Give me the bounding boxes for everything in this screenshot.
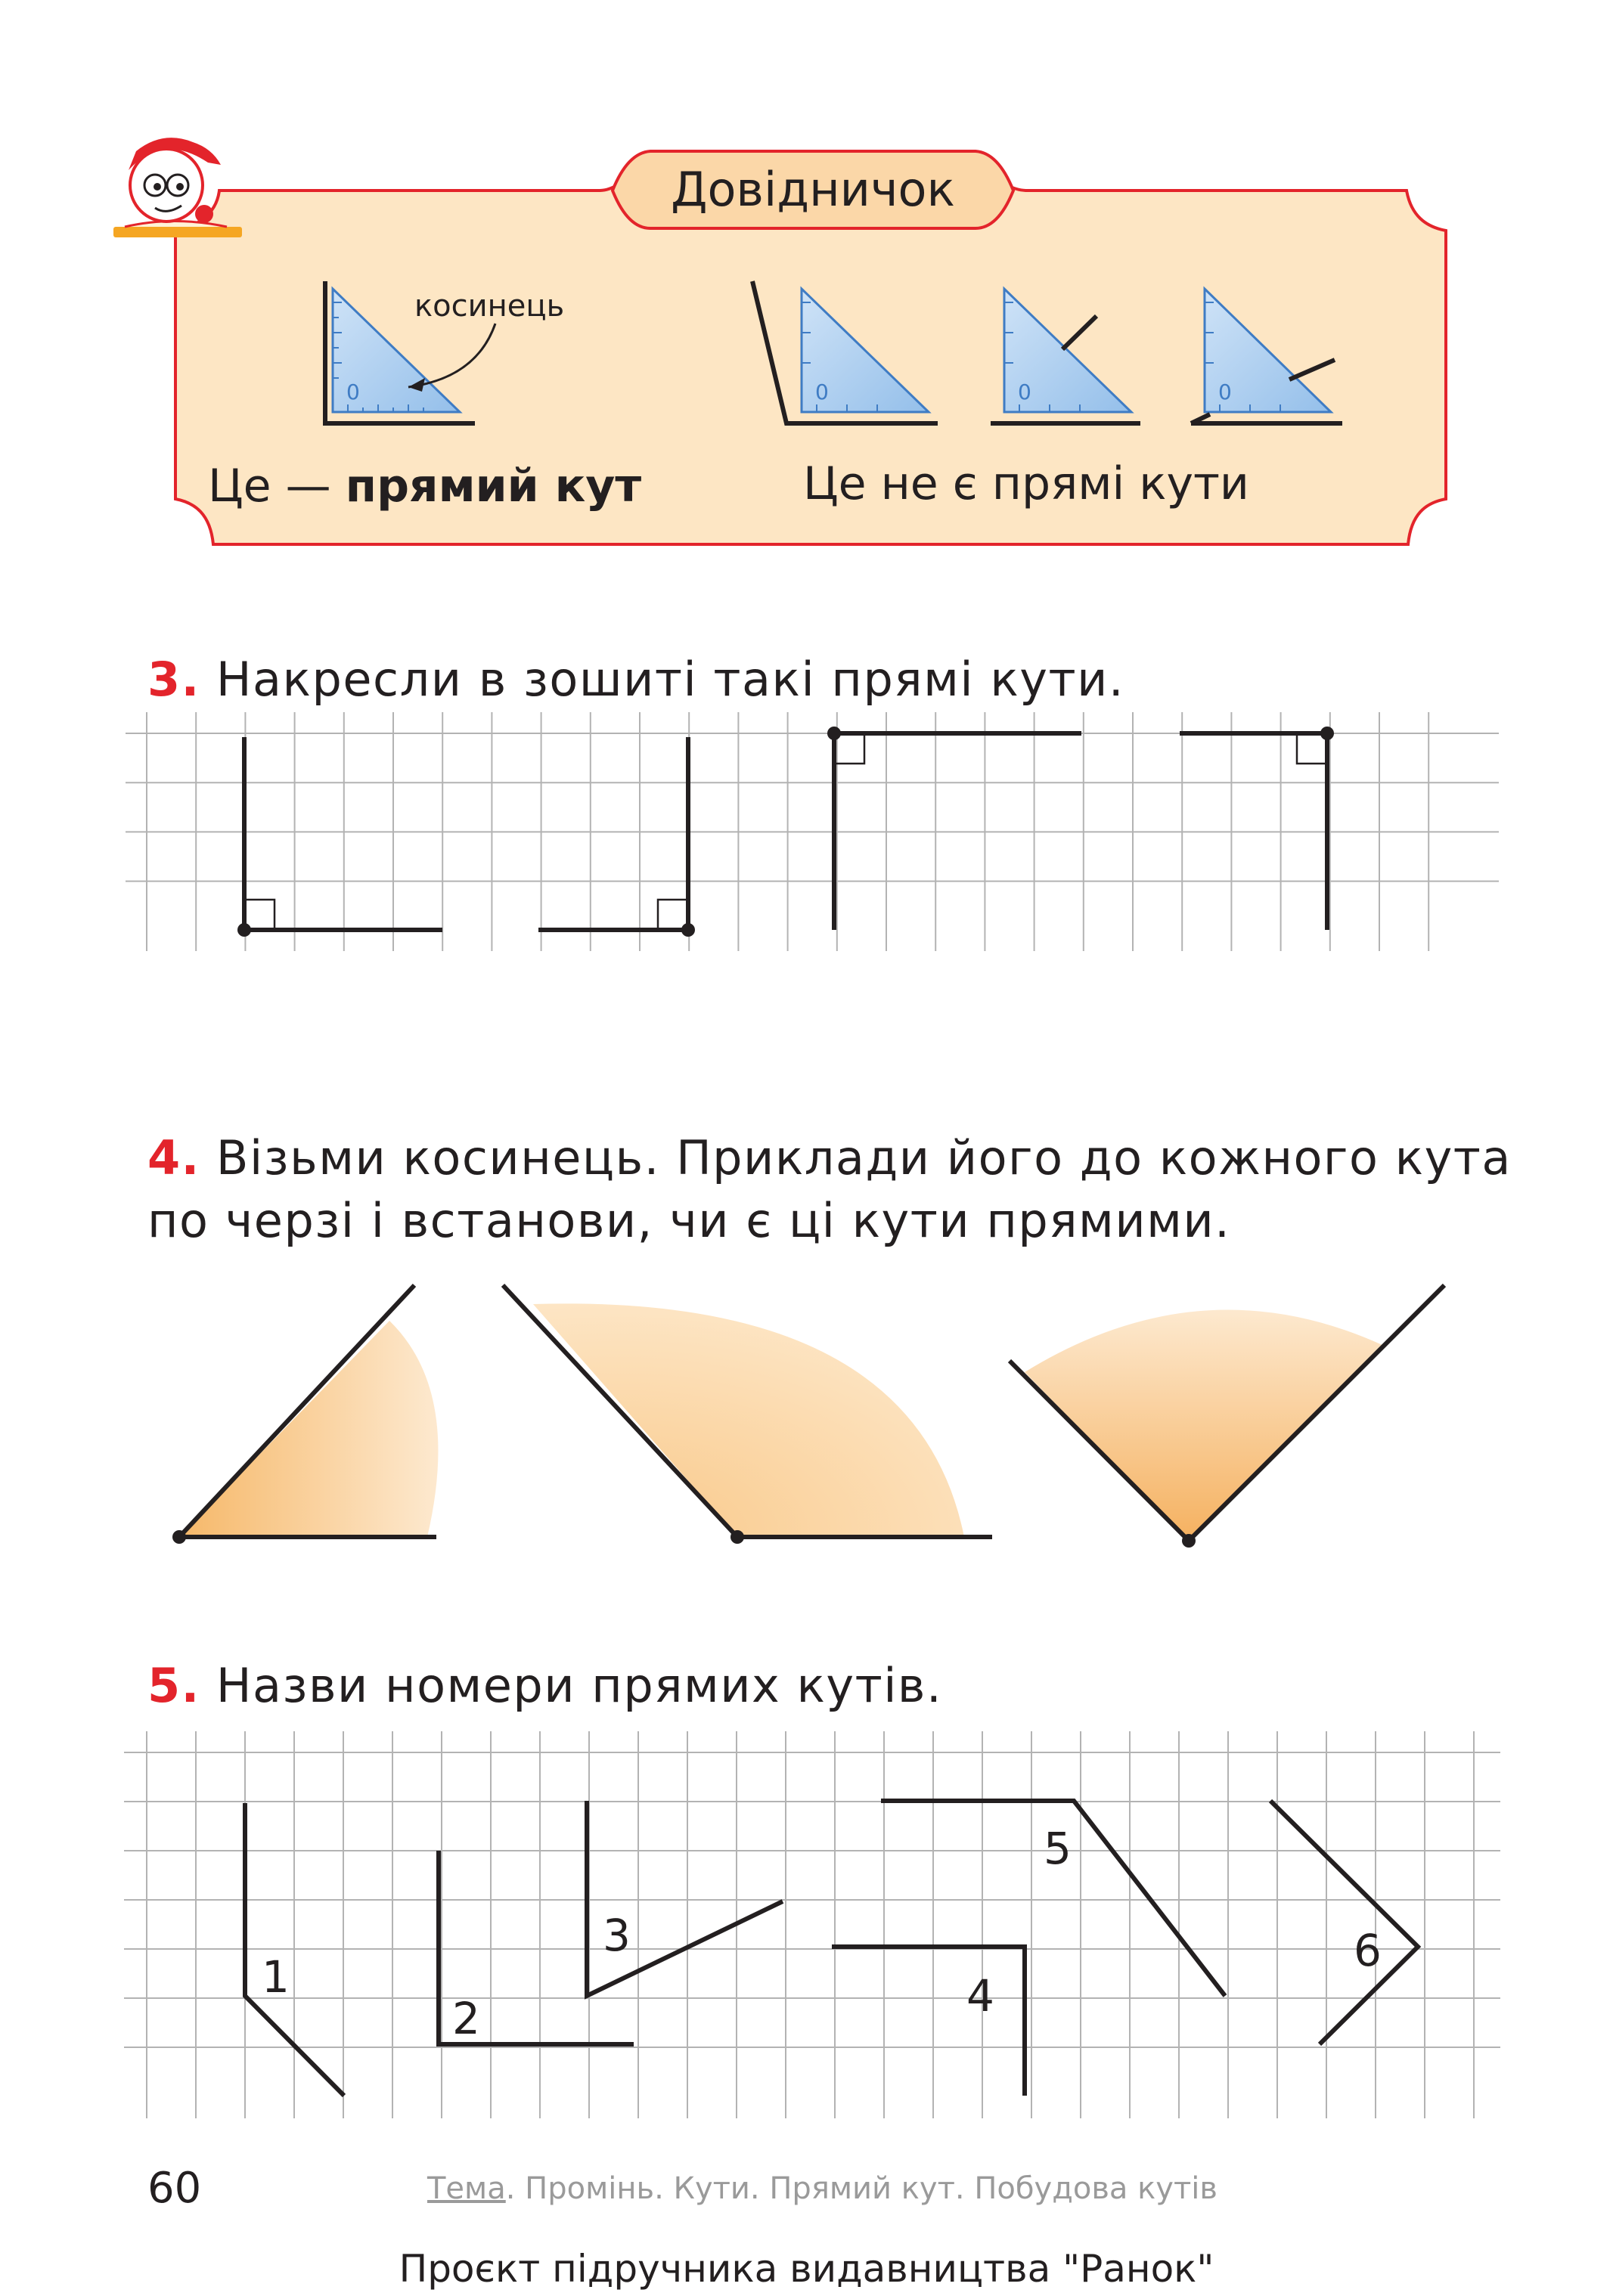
caption-prefix: Це —	[208, 460, 346, 513]
footer-topic-label: Тема	[427, 2171, 506, 2206]
caption-right-angle	[208, 460, 641, 513]
angle-label-5: 5	[1044, 1823, 1072, 1874]
set-square-label: косинець	[414, 289, 565, 324]
angle-label-2: 2	[452, 1993, 480, 2044]
angle-obtuse	[503, 1285, 992, 1544]
task-text-line-1: Візьми косинець. Приклади його до кожного кута	[216, 1130, 1512, 1185]
task-number: 4.	[147, 1130, 200, 1185]
angle-label-3: 3	[603, 1910, 631, 1961]
task-text: Накресли в зошиті такі прямі кути.	[216, 652, 1125, 707]
task-number: 5.	[147, 1658, 200, 1713]
angle-figure-4	[832, 1947, 1025, 2096]
svg-text:0: 0	[1018, 380, 1031, 404]
task-number: 3.	[147, 652, 200, 707]
task-4-line-1	[147, 1130, 1512, 1185]
publisher-note: Проєкт підручника видавництва "Ранок"	[399, 2247, 1214, 2291]
task-3-grid	[0, 711, 1613, 983]
angle-acute	[172, 1285, 438, 1544]
caption-bold: прямий кут	[345, 460, 642, 513]
reference-title: Довідничок	[671, 162, 955, 217]
page-number: 60	[147, 2164, 202, 2213]
svg-text:0: 0	[815, 380, 829, 404]
svg-text:0: 0	[346, 380, 360, 404]
task-4-angles	[0, 1270, 1613, 1572]
svg-text:0: 0	[1218, 380, 1232, 404]
angle-label-4: 4	[966, 1970, 994, 2022]
caption-not-right-angles: Це не є прямі кути	[803, 457, 1249, 510]
angle-label-6: 6	[1354, 1925, 1382, 1976]
footer-topic-text: . Промінь. Кути. Прямий кут. Побудова кутів	[505, 2171, 1218, 2206]
right-angle-figure-2	[538, 737, 688, 930]
angle-figure-6	[1270, 1801, 1418, 2044]
task-5-grid	[0, 1731, 1613, 2132]
angle-right	[1010, 1285, 1444, 1548]
angle-label-1: 1	[262, 1951, 290, 2003]
footer-topic	[427, 2171, 1218, 2206]
task-5	[147, 1658, 942, 1713]
task-3	[147, 652, 1124, 707]
task-text: Назви номери прямих кутів.	[216, 1658, 943, 1713]
angle-figure-3	[587, 1801, 783, 1996]
task-4-line-2: по черзі і встанови, чи є ці кути прямими.	[147, 1193, 1231, 1248]
